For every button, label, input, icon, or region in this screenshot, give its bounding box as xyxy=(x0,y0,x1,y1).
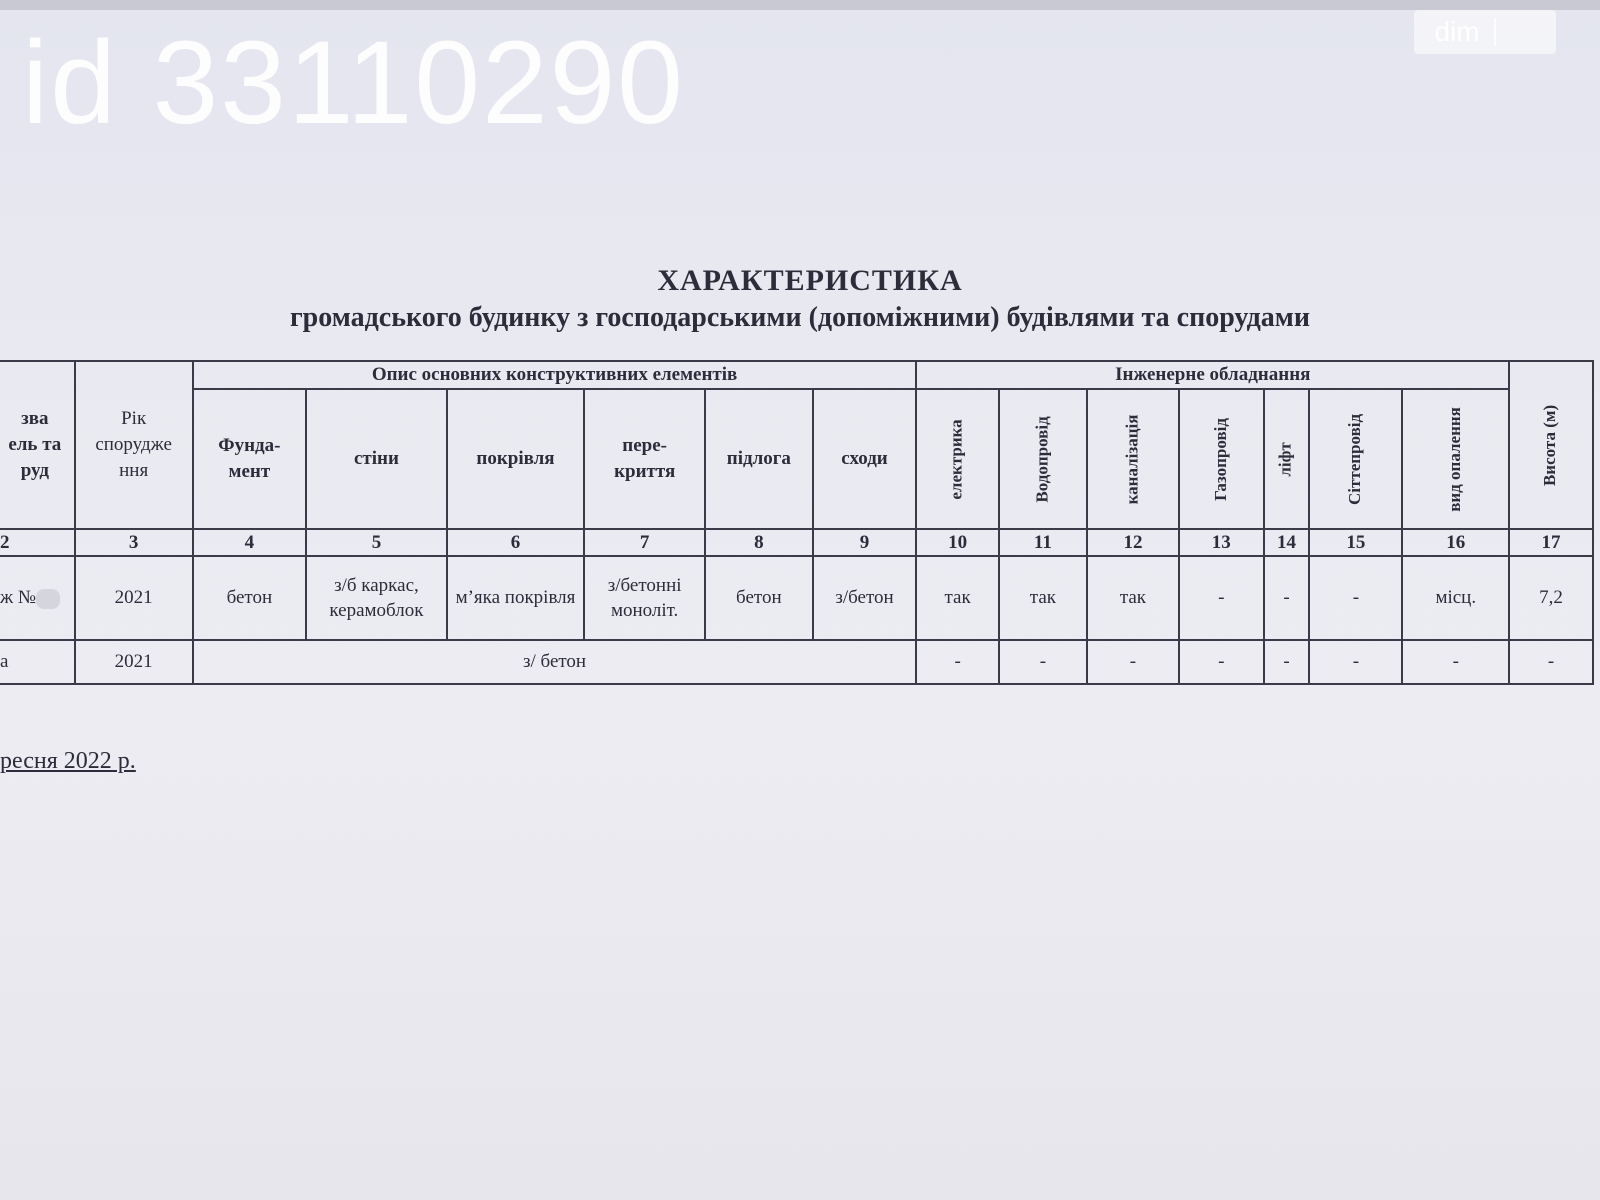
header-roof: покрівля xyxy=(447,389,584,529)
ria-logo-icon xyxy=(1494,18,1536,46)
header-gas: Газопровід xyxy=(1179,389,1264,529)
header-electricity: електрика xyxy=(916,389,998,529)
table-cell: так xyxy=(999,556,1087,640)
row-name-cell: ж № xyxy=(0,556,75,640)
table-cell: 7,2 xyxy=(1509,556,1593,640)
listing-id-watermark: id 33110290 xyxy=(22,17,685,149)
row-year-cell: 2021 xyxy=(75,640,193,684)
col-number: 3 xyxy=(75,529,193,557)
col-number: 11 xyxy=(999,529,1087,557)
col-number: 13 xyxy=(1179,529,1264,557)
header-slabs: пере- криття xyxy=(584,389,705,529)
table-cell: - xyxy=(916,640,998,684)
header-stairs: сходи xyxy=(813,389,917,529)
header-name: зва ель та руд xyxy=(0,361,75,529)
table-cell: місц. xyxy=(1402,556,1509,640)
table-cell: - xyxy=(1087,640,1179,684)
header-lift: ліфт xyxy=(1264,389,1310,529)
table-cell: - xyxy=(1179,640,1264,684)
header-foundation: Фунда- мент xyxy=(193,389,306,529)
document-date: ресня 2022 р. xyxy=(0,748,136,774)
table-cell: так xyxy=(916,556,998,640)
table-cell: - xyxy=(999,640,1087,684)
table-cell: так xyxy=(1087,556,1179,640)
header-structure-group: Опис основних конструктивних елементів xyxy=(193,361,917,389)
header-walls: стіни xyxy=(306,389,447,529)
table-cell: - xyxy=(1264,640,1310,684)
col-number: 8 xyxy=(705,529,812,557)
header-floor: підлога xyxy=(705,389,812,529)
col-number: 2 xyxy=(0,529,75,557)
col-number: 6 xyxy=(447,529,584,557)
table-cell: з/бетон xyxy=(813,556,917,640)
table-cell: з/бетонні моноліт. xyxy=(584,556,705,640)
row-name-cell: а xyxy=(0,640,75,684)
redacted-mark xyxy=(36,589,60,609)
table-cell: - xyxy=(1179,556,1264,640)
header-year: Рік спорудже ння xyxy=(75,361,193,529)
header-engineering-group: Інженерне обладнання xyxy=(916,361,1509,389)
row-year-cell: 2021 xyxy=(75,556,193,640)
document-title: ХАРАКТЕРИСТИКА xyxy=(657,264,963,297)
logo-text: dim xyxy=(1434,16,1480,47)
col-number: 15 xyxy=(1309,529,1402,557)
col-number: 12 xyxy=(1087,529,1179,557)
table-cell: з/б каркас, керамоблок xyxy=(306,556,447,640)
col-number: 4 xyxy=(193,529,306,557)
table-row xyxy=(0,556,1593,640)
header-heating-type: вид опалення xyxy=(1402,389,1509,529)
merged-structure-cell: з/ бетон xyxy=(193,640,917,684)
col-number: 5 xyxy=(306,529,447,557)
col-number: 10 xyxy=(916,529,998,557)
table-cell: - xyxy=(1402,640,1509,684)
col-number: 16 xyxy=(1402,529,1509,557)
dim-ria-logo xyxy=(1414,10,1556,54)
table-cell: бетон xyxy=(193,556,306,640)
col-number: 14 xyxy=(1264,529,1310,557)
col-number: 17 xyxy=(1509,529,1593,557)
paper-top-edge xyxy=(0,0,1600,10)
table-cell: - xyxy=(1509,640,1593,684)
table-cell: м’яка покрівля xyxy=(447,556,584,640)
header-sewer: каналізація xyxy=(1087,389,1179,529)
col-number: 9 xyxy=(813,529,917,557)
table-cell: - xyxy=(1309,640,1402,684)
column-numbers-row xyxy=(0,529,1593,557)
table-cell: бетон xyxy=(705,556,812,640)
document-subtitle: громадського будинку з господарськими (допоміжними) будівлями та спорудами xyxy=(289,302,1311,333)
header-heating-network: Сіттепровід xyxy=(1309,389,1402,529)
col-number: 7 xyxy=(584,529,705,557)
table-row xyxy=(0,640,1593,684)
header-height: Висота (м) xyxy=(1509,361,1593,529)
table-cell: - xyxy=(1309,556,1402,640)
characteristics-table xyxy=(0,360,1594,685)
table-cell: - xyxy=(1264,556,1310,640)
header-water: Водопровід xyxy=(999,389,1087,529)
